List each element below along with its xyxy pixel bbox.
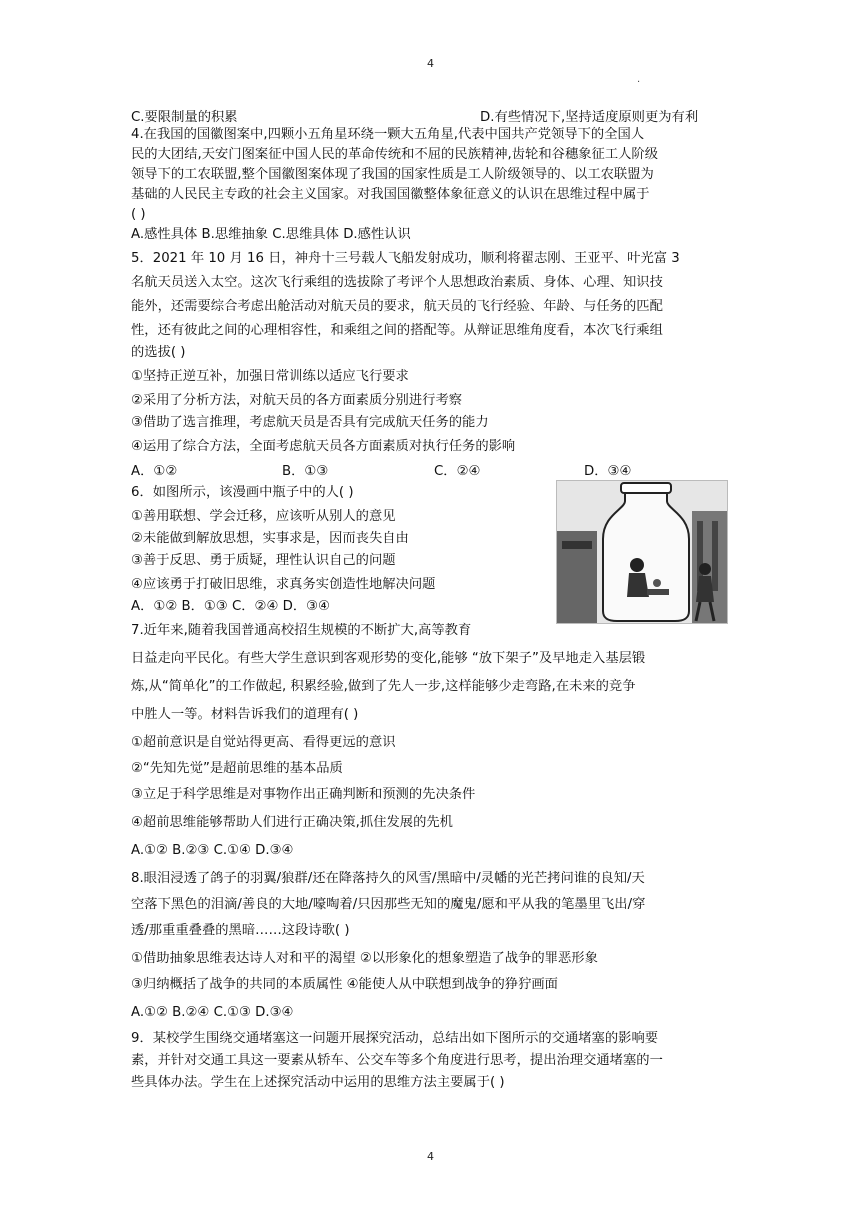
q5-option-a: A．①② (131, 464, 178, 479)
text-line: 9．某校学生围绕交通堵塞这一问题开展探究活动，总结出如下图所示的交通堵塞的影响要 (131, 1031, 659, 1046)
q5-option-d: D．③④ (584, 464, 632, 479)
text-line: ③归纳概括了战争的共同的本质属性 ④能使人从中联想到战争的狰狞画面 (131, 977, 558, 992)
q3-option-c: C.要限制量的积累 (131, 110, 238, 125)
cartoon-bottle-person-icon (557, 481, 727, 623)
text-line: 名航天员送入太空。这次飞行乘组的选拔除了考评个人思想政治素质、身体、心理、知识技 (131, 275, 663, 290)
text-line: 8.眼泪浸透了鸽子的羽翼/狼群/还在降落持久的风雪/黑暗中/灵幡的光芒拷问谁的良知/天 (131, 871, 645, 886)
text-line: ④超前思维能够帮助人们进行正确决策,抓住发展的先机 (131, 815, 453, 830)
text-line: 性，还有彼此之间的心理相容性，和乘组之间的搭配等。从辩证思维角度看，本次飞行乘组 (131, 323, 663, 338)
text-line: ①借助抽象思维表达诗人对和平的渴望 ②以形象化的想象塑造了战争的罪恶形象 (131, 951, 598, 966)
text-line: 7.近年来,随着我国普通高校招生规模的不断扩大,高等教育 (131, 623, 472, 638)
text-line: 能外，还需要综合考虑出舱活动对航天员的要求，航天员的飞行经验、年龄、与任务的匹配 (131, 299, 663, 314)
text-line: A．①② B．①③ C．②④ D．③④ (131, 599, 330, 614)
text-line: 炼,从“简单化”的工作做起, 积累经验,做到了先人一步,这样能够少走弯路,在未来的竞争 (131, 679, 636, 694)
text-line: ①坚持正逆互补，加强日常训练以适应飞行要求 (131, 369, 409, 384)
text-line: A.①② B.②③ C.①④ D.③④ (131, 843, 294, 858)
text-line: ①善用联想、学会迁移，应该听从别人的意见 (131, 509, 396, 524)
text-line: ①超前意识是自觉站得更高、看得更远的意识 (131, 735, 396, 750)
header-page-number: 4 (427, 57, 434, 70)
text-line: ( ) (131, 207, 146, 222)
text-line: 基础的人民民主专政的社会主义国家。对我国国徽整体象征意义的认识在思维过程中属于 (131, 187, 650, 202)
text-line: 中胜人一等。材料告诉我们的道理有( ) (131, 707, 359, 722)
text-line: 的选拔( ) (131, 345, 186, 360)
text-line: 些具体办法。学生在上述探究活动中运用的思维方法主要属于( ) (131, 1075, 505, 1090)
header-dot: . (637, 74, 641, 85)
text-line: ④运用了综合方法，全面考虑航天员各方面素质对执行任务的影响 (131, 439, 516, 454)
text-line: 素，并针对交通工具这一要素从轿车、公交车等多个角度进行思考，提出治理交通堵塞的一 (131, 1053, 663, 1068)
text-line: 透/那重重叠叠的黑暗……这段诗歌( ) (131, 923, 350, 938)
text-line: A.①② B.②④ C.①③ D.③④ (131, 1005, 294, 1020)
text-line: ②采用了分析方法，对航天员的各方面素质分别进行考察 (131, 393, 463, 408)
text-line: ③借助了选言推理，考虑航天员是否具有完成航天任务的能力 (131, 415, 489, 430)
q3-option-d: D.有些情况下,坚持适度原则更为有利 (480, 110, 699, 125)
text-line: 4.在我国的国徽图案中,四颗小五角星环绕一颗大五角星,代表中国共产党领导下的全国人 (131, 127, 645, 142)
text-line: 领导下的工农联盟,整个国徽图案体现了我国的国家性质是工人阶级领导的、以工农联盟为 (131, 167, 654, 182)
text-line: ②“先知先觉”是超前思维的基本品质 (131, 761, 343, 776)
text-line: ④应该勇于打破旧思维，求真务实创造性地解决问题 (131, 577, 436, 592)
text-line: 空落下黑色的泪滴/善良的大地/嚎啕着/只因那些无知的魔鬼/愿和平从我的笔墨里飞出/穿 (131, 897, 646, 912)
text-line: ③善于反思、勇于质疑，理性认识自己的问题 (131, 553, 396, 568)
text-line: ②未能做到解放思想，实事求是，因而丧失自由 (131, 531, 409, 546)
text-line: 6．如图所示，该漫画中瓶子中的人( ) (131, 485, 354, 500)
q5-option-c: C．②④ (434, 464, 481, 479)
text-line: 民的大团结,天安门图案征中国人民的革命传统和不屈的民族精神,齿轮和谷穗象征工人阶级 (131, 147, 659, 162)
text-line: 日益走向平民化。有些大学生意识到客观形势的变化,能够 “放下架子”及早地走入基层锻 (131, 651, 646, 666)
text-line: 5．2021 年 10 月 16 日，神舟十三号载人飞船发射成功，顺利将翟志刚、王亚平、叶光富 3 (131, 251, 680, 266)
q5-option-b: B．①③ (282, 464, 329, 479)
cartoon-bottle-image (556, 480, 728, 624)
text-line: A.感性具体 B.思维抽象 C.思维具体 D.感性认识 (131, 227, 411, 242)
footer-page-number: 4 (427, 1150, 434, 1163)
text-line: ③立足于科学思维是对事物作出正确判断和预测的先决条件 (131, 787, 476, 802)
